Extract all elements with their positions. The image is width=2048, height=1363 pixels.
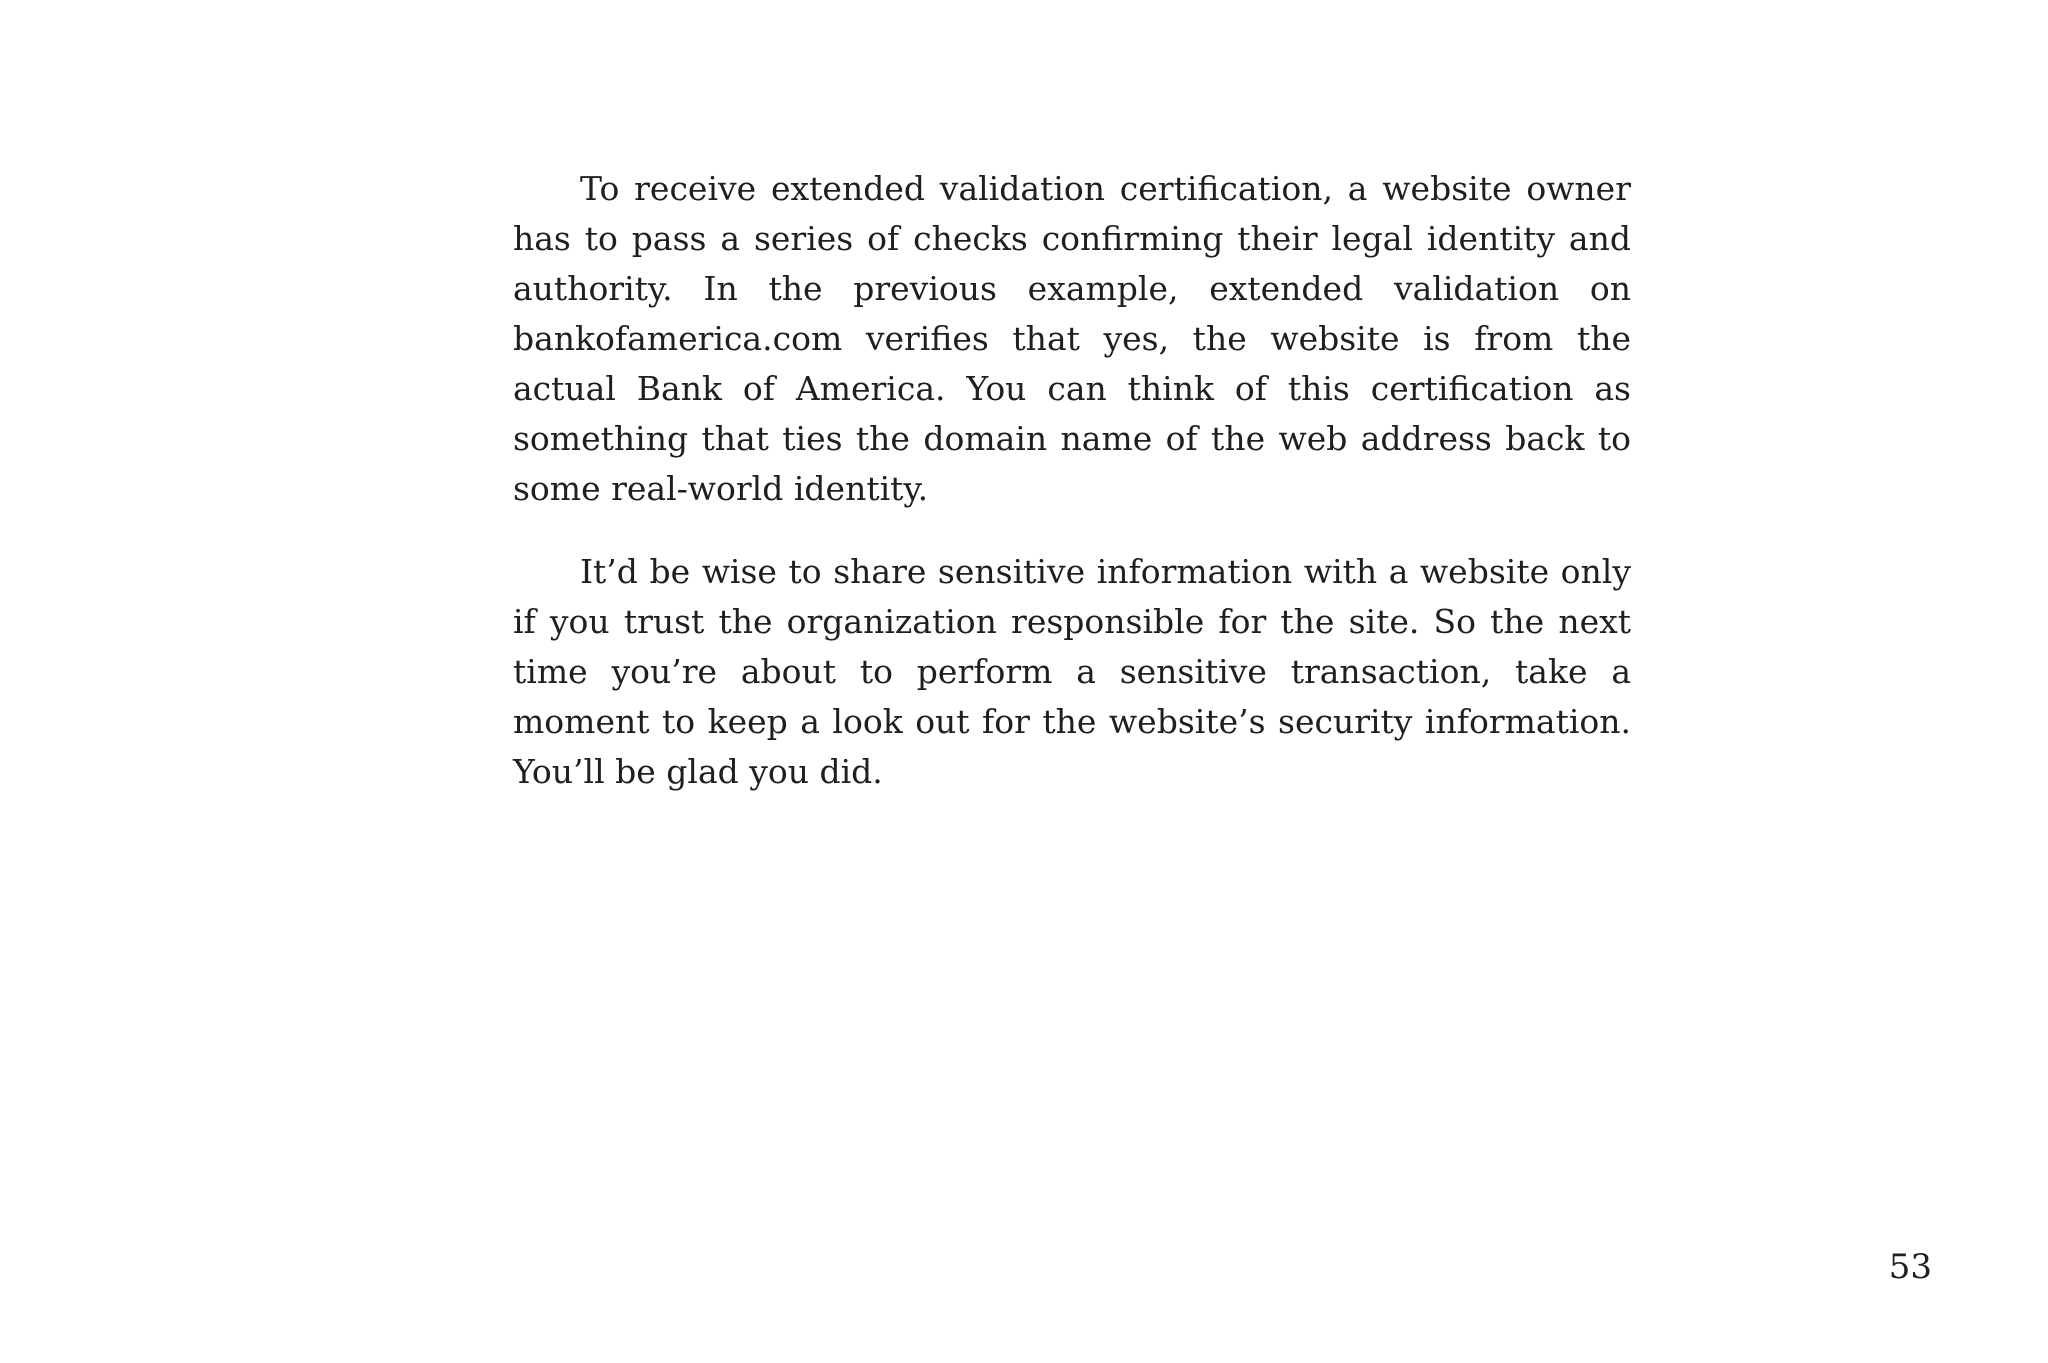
page-number: 53 <box>1888 1247 1932 1287</box>
body-text <box>513 164 1631 797</box>
paragraph-sensitive-information: It’d be wise to share sensitive information with a website only if you trust the organization responsible for the site. So the next time you’re about to perform a sensitive transaction, take a moment to keep a look out for the website’s security information. You’ll be glad you did. <box>513 552 1631 791</box>
paragraph-extended-validation: To receive extended validation certification, a website owner has to pass a series of checks confirming their legal identity and authority. In the previous example, extended validation on bankofamerica.com verifies that yes, the website is from the actual Bank of America. You can think of this certification as something that ties the domain name of the web address back to some real-world identity. <box>513 169 1631 508</box>
